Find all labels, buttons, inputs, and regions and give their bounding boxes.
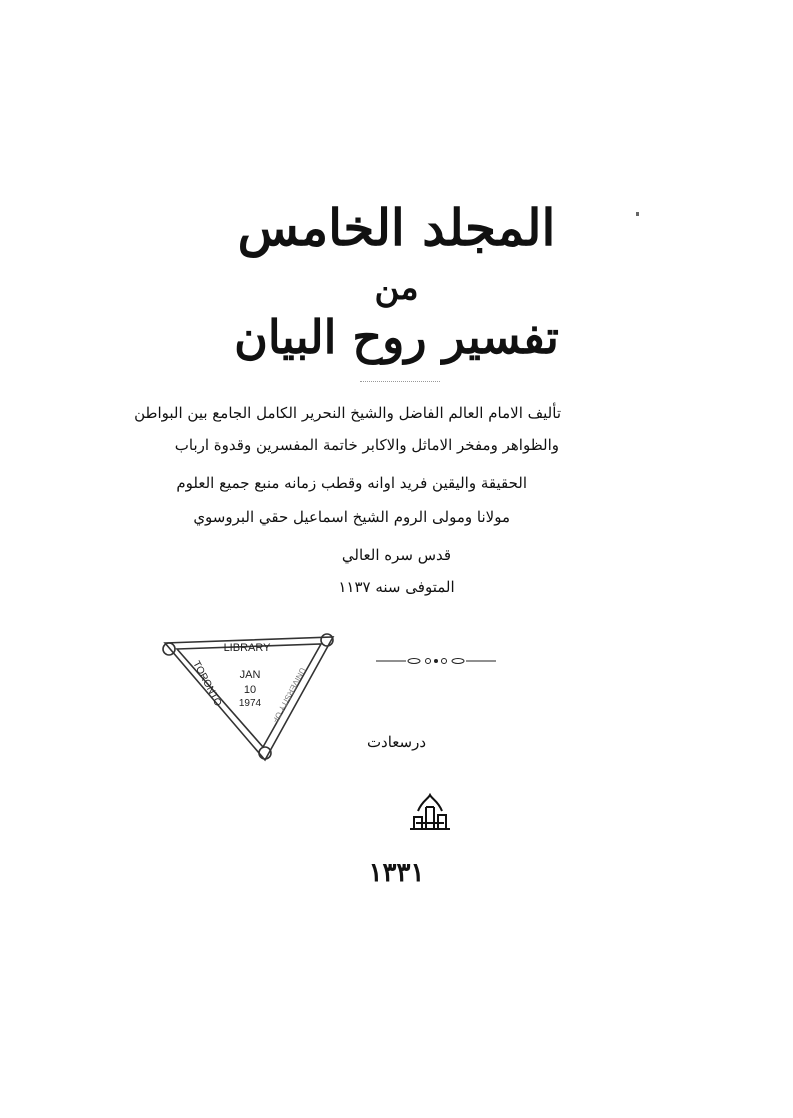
stamp-year: 1974 — [238, 698, 262, 709]
publication-year: ١٣٣١ — [368, 858, 425, 888]
press-mark-text: مطبعه عثمانيه — [427, 805, 433, 806]
stamp-day: 10 — [243, 684, 257, 696]
stamp-toronto: TORONTO — [190, 659, 224, 709]
book-title: تفسير روح البيان — [234, 310, 559, 364]
author-line-1: تأليف الامام العالم الفاضل والشيخ النحرير الكامل الجامع بين البواطن — [134, 404, 561, 422]
volume-title: المجلد الخامس — [237, 198, 556, 257]
author-line-4: مولانا ومولى الروم الشيخ اسماعيل حقي البروسوي — [193, 508, 510, 526]
stamp-university: UNIVERSITY OF — [270, 666, 308, 725]
stamp-library-text: LIBRARY — [223, 642, 271, 654]
author-line-5: قدس سره العالي — [341, 546, 452, 564]
author-line-6: المتوفى سنه ١١٣٧ — [338, 578, 455, 596]
press-mark-icon — [408, 793, 452, 833]
author-line-2: والظواهر ومفخر الاماثل والاكابر خاتمة المفسرين وقدوة ارباب — [174, 436, 559, 454]
divider-rule — [360, 381, 440, 382]
author-line-3: الحقيقة واليقين فريد اوانه وقطب زمانه منبع جميع العلوم — [176, 474, 527, 492]
place-of-print: درسعادت — [366, 733, 427, 751]
from-word: من — [374, 268, 419, 308]
stamp-month: JAN — [239, 669, 261, 681]
ornament-divider — [376, 657, 496, 665]
